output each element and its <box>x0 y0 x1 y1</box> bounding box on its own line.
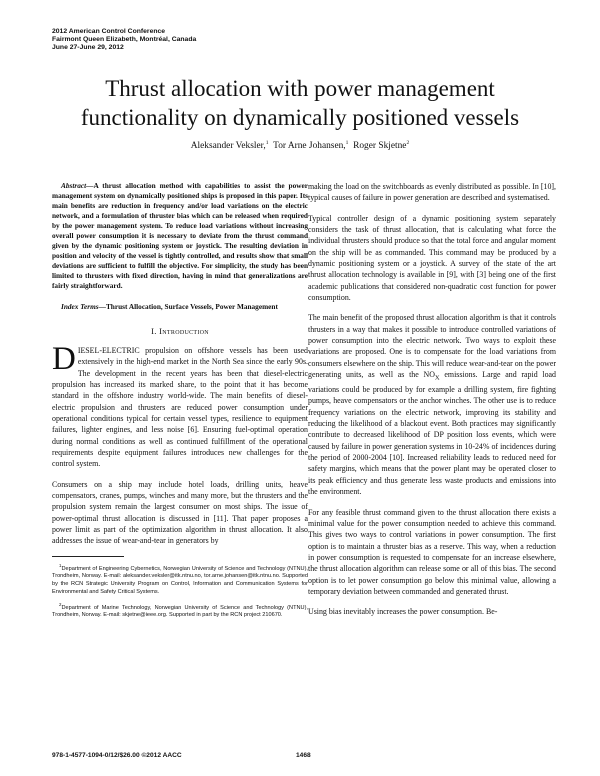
title-line: Thrust allocation with power management <box>105 76 495 101</box>
footnote <box>52 601 308 620</box>
intro-first-word: IESEL-ELECTRIC <box>77 345 140 355</box>
title-line: functionality on dynamically positioned vessels <box>80 105 520 130</box>
author-name: Roger Skjetne <box>353 141 407 152</box>
footnote-mark: 2 <box>59 601 62 607</box>
paragraph-text: The main benefit of the proposed thrust allocation algorithm is that it controls thrusters in a way that makes it possible to introduce controlled variations of power consumption into the electric network. Two ways to exploit these variations are proposed. One is to compensate for the load variations from consumers elsewhere on the ship. This will reduce wear-and-tear on the power generating units, as well as the NO <box>308 313 556 380</box>
page-number: 1468 <box>296 752 311 759</box>
left-column <box>52 181 308 624</box>
author-affiliation-mark: 1 <box>265 140 269 146</box>
index-terms-lead: Index Terms <box>61 301 99 311</box>
body-paragraph: Typical controller design of a dynamic positioning system separately considers the task of thrust allocation, that is calculating what force the individual thrusters should produce so that the total force and angular moment on the ship will be as commanded. This command may be produced by a dynamic positioning system or a joystick. A survey of the state of the art thrust allocation technology is available in [9], with [3] being one of the first academic publications that considered non-quadratic cost function for power consumption. <box>308 213 556 303</box>
abstract <box>52 181 308 292</box>
right-column <box>308 181 556 627</box>
author-affiliation-mark: 2 <box>406 140 410 146</box>
conference-line: June 27-June 29, 2012 <box>52 44 124 51</box>
section-title: Introduction <box>159 325 209 336</box>
footnote-text: Department of Marine Technology, Norwegian University of Science and Technology (NTNU), Trondheim, Norway. E-mail: skjetne@ieee.org. Supported in part by the RCN project 210670. <box>52 604 308 619</box>
body-paragraph: For any feasible thrust command given to the thrust allocation there exists a minimal value for the power consumption needed to achieve this command. This gives two ways to control variations in power consumption. The first option is to maintain a thruster bias as a reserve. This way, when a reduction in power consumption is requested to compensate for an increase elsewhere, the thrust allocation algorithm can release some or all of this bias. The second option is to let power consumption go below this minimal value, allowing a temporary deviation between commanded and generated thrust. <box>308 507 556 596</box>
intro-paragraph-text: propulsion on offshore vessels has been used extensively in the high-end market in the North Sea since the early 90s. The development in the recent years has been that diesel-electric propulsion has increased its marked share, to the point that it has become standard in the offshore industry world-wide. The main benefits of diesel-electric propulsion and thrusters are reduced power consumption under operational conditions typical for certain vessel types, resilience to equipment failures, lighter engines, and less noise [6]. Ensuring fuel-optimal operation during normal conditions as well as continued fulfillment of the operational requirements despite equipment failures introduces new challenges for the control system. <box>52 345 308 469</box>
abstract-lead: Abstract <box>61 181 87 190</box>
footnote-text: Department of Engineering Cybernetics, Norwegian University of Science and Technology (NTNU), Trondheim, Norway. E-mail: aleksander.veksler@itk.ntnu.no, tor.arne.johansen@itk.ntnu.no. Supported by the RCN Strategic University Program on Control, Information and Communication Systems for Environmental and Safety Critical Systems. <box>52 565 308 595</box>
abstract-text: —A thrust allocation method with capabilities to assist the power management system on dynamically positioned ships is proposed in this paper. Its main benefits are reduction in frequency and/or load variations on the electric network, and a formulation of thruster bias which can be released when required by the power management system. To reduce load variations without increasing overall power consumption it is necessary to deviate from the thrust command given by the dynamic positioning system or joystick. The resulting deviation in position and velocity of the vessel is tightly controlled, and results show that small deviations are sufficient to fulfill the objective. For simplicity, the study has been limited to thrusters with fixed direction, having in mind that generalizations are fairly straightforward. <box>52 181 308 291</box>
author-affiliation-mark: 1 <box>345 140 349 146</box>
conference-header <box>52 28 312 52</box>
conference-line: 2012 American Control Conference <box>52 28 166 35</box>
section-heading <box>52 326 308 337</box>
author-name: Aleksander Veksler, <box>190 141 266 152</box>
author-list <box>40 140 560 151</box>
index-terms <box>52 302 308 312</box>
paragraph-text: emissions. Large and rapid load variations could be produced by for example a drilling system, fire fighting pumps, heave compensators or the anchor winches. The other use is to reduce frequency variations on the electric network, improving its stability and reducing the likelihood of a blackout event. Both practices may significantly contribute to decreased likelihood of DP position loss events, which were caused by failure in power generation systems in 10-24% of incidences during the period of 2000-2004 [10]. Increased reliability leads to reduced need for safety margins, which means that the power plant may be operated closer to its peak efficiency and thus generate less waste products and emissions into the environment. <box>308 370 556 497</box>
subscript: X <box>434 374 440 382</box>
intro-paragraph <box>52 340 308 470</box>
footnote-mark: 1 <box>59 562 62 568</box>
index-terms-text: —Thrust Allocation, Surface Vessels, Power Management <box>98 301 278 311</box>
conference-line: Fairmont Queen Elizabeth, Montréal, Canada <box>52 36 197 43</box>
footnote <box>52 562 308 597</box>
body-paragraph: Consumers on a ship may include hotel loads, drilling units, heave compensators, cranes, pumps, winches and many more, but the thrusters and the propulsion system remain the largest consumer on most ships. The issue of power-optimal thrust allocation is discussed in [11]. That paper proposes a power limit as part of the optimization algorithm in thrust allocation. It also addresses the issue of wear-and-tear in generators by <box>52 479 308 546</box>
drop-cap: D <box>52 340 76 377</box>
section-number: I. <box>151 325 157 336</box>
body-paragraph: Using bias inevitably increases the power consumption. Be- <box>308 607 498 617</box>
body-paragraph: making the load on the switchboards as evenly distributed as possible. In [10], typical causes of failure in power generation are described and systematised. <box>308 182 556 203</box>
footnote-rule <box>52 556 124 557</box>
paper-title <box>40 74 560 132</box>
copyright-line: 978-1-4577-1094-0/12/$26.00 ©2012 AACC <box>52 752 182 759</box>
body-paragraph <box>308 312 556 497</box>
author-name: Tor Arne Johansen, <box>273 141 346 152</box>
